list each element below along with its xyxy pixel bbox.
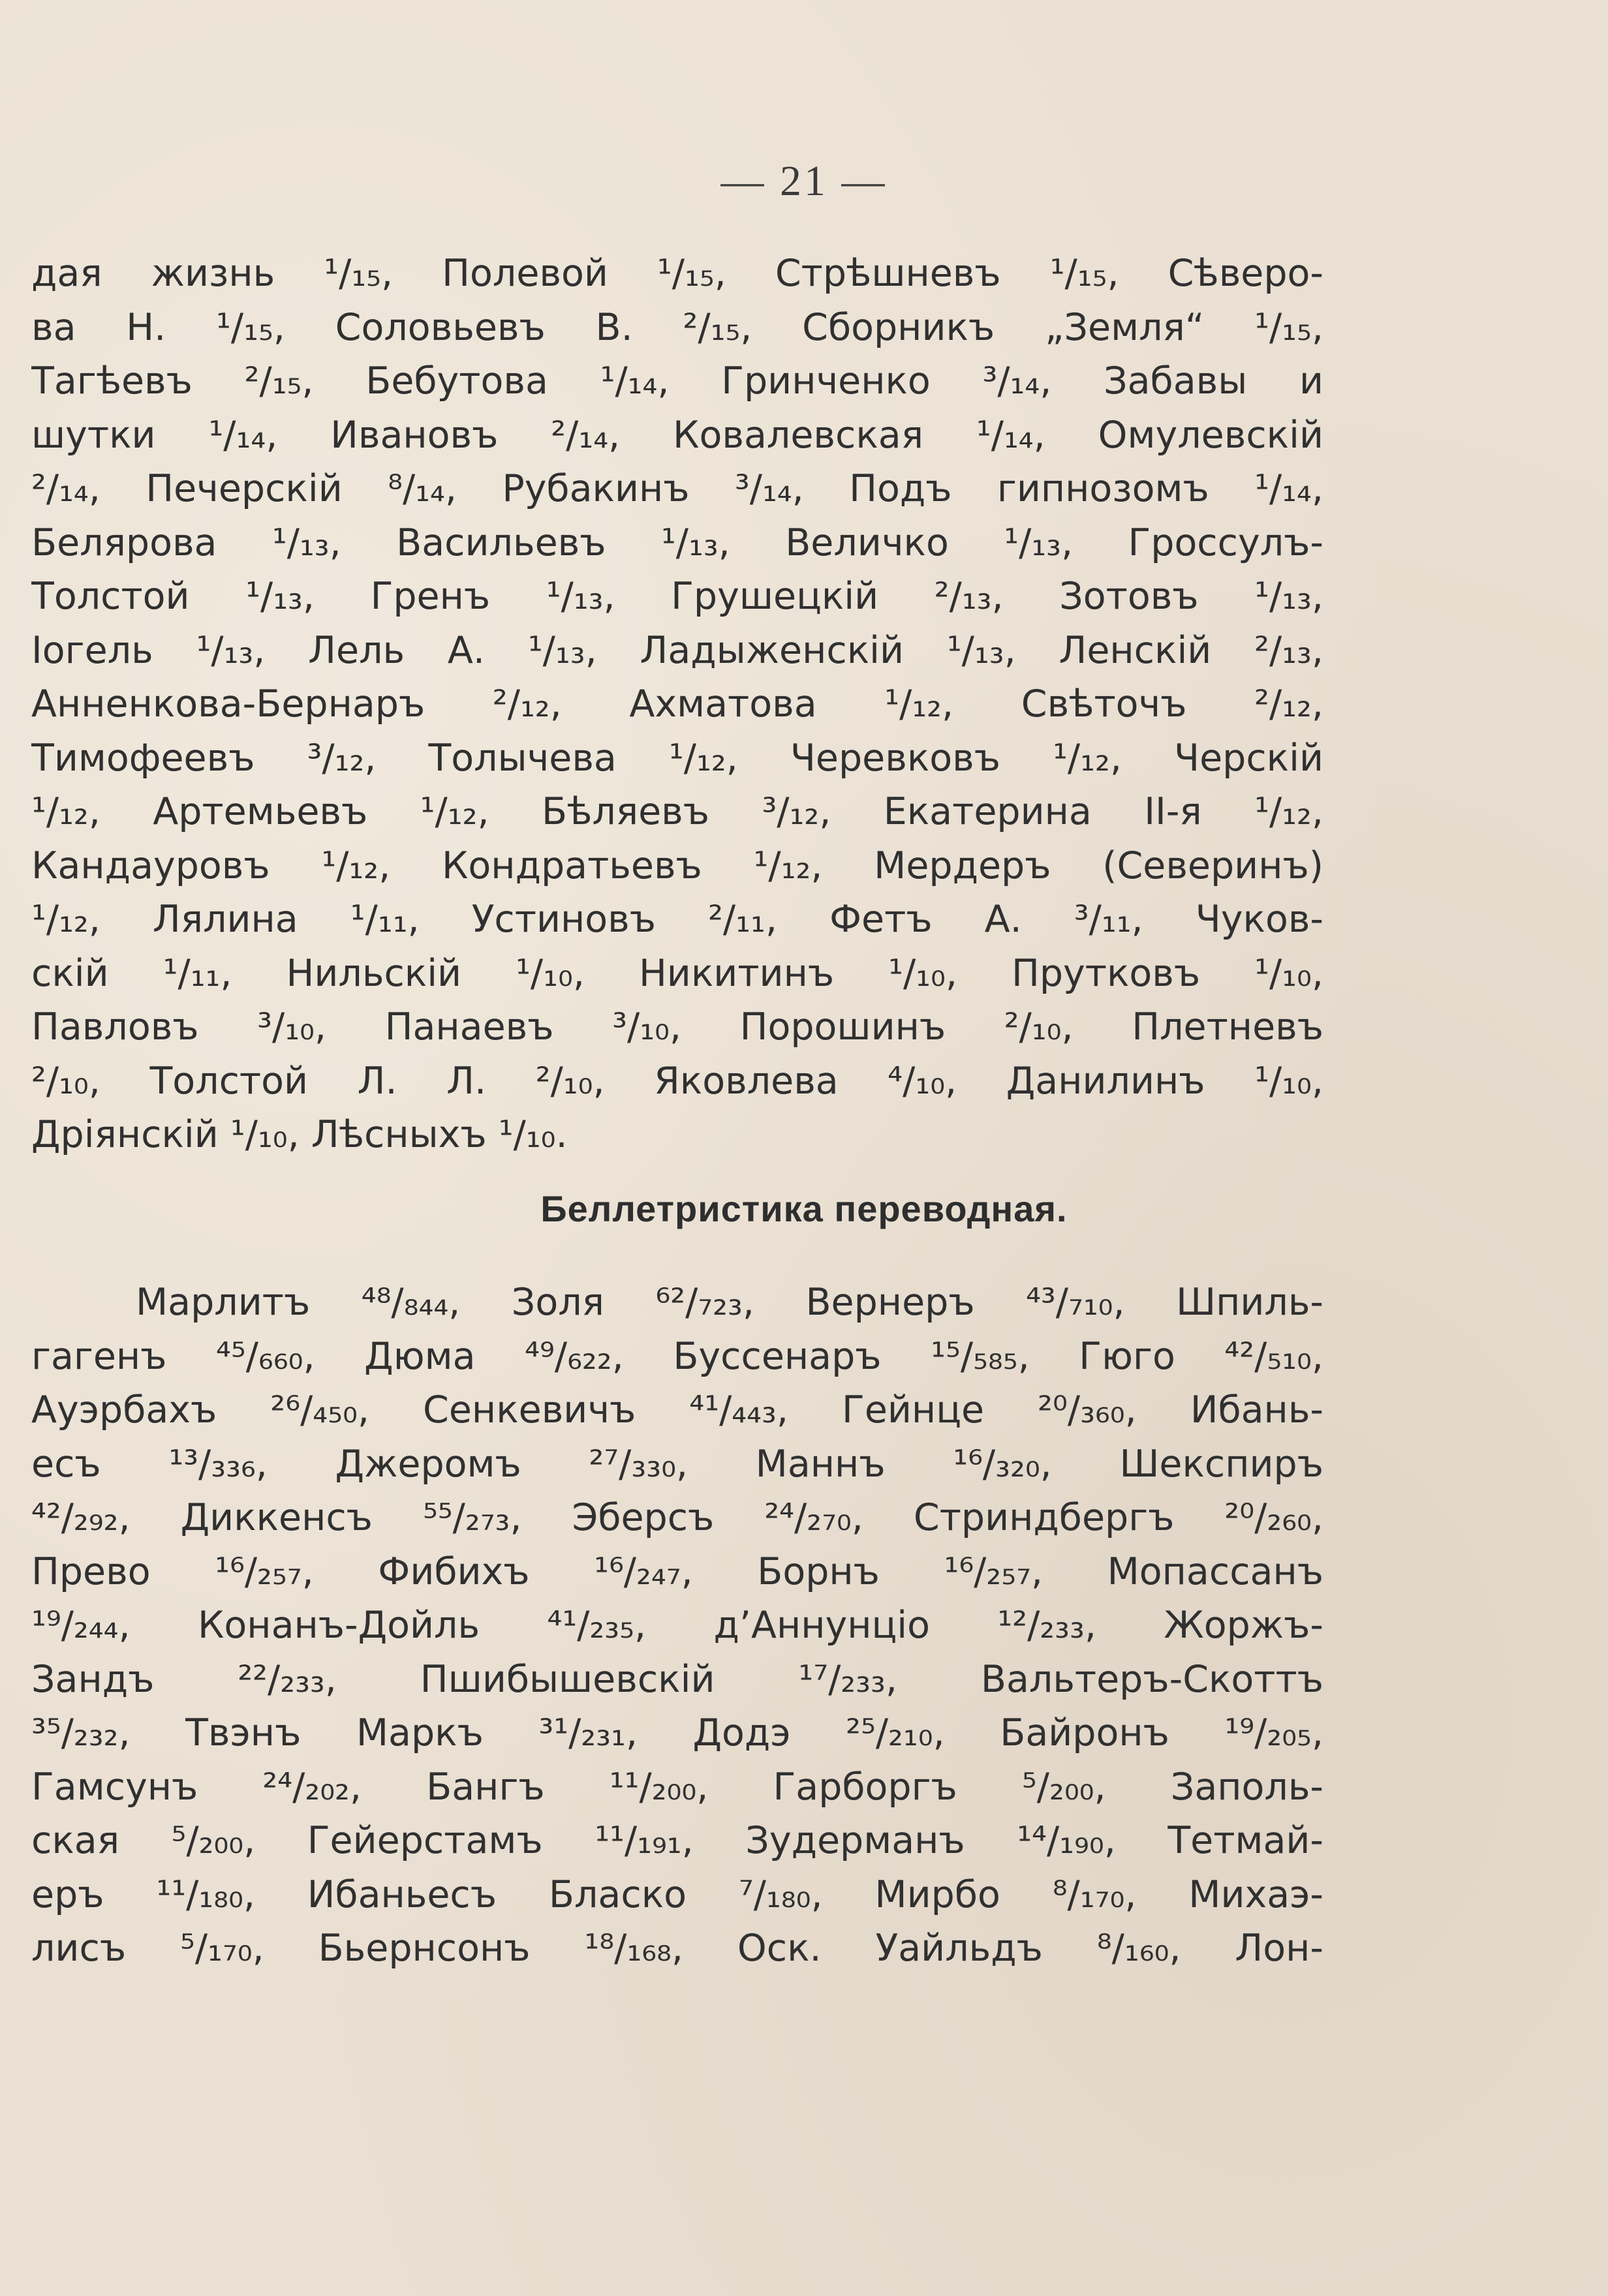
text-line: ²/₁₄, Печерскій ⁸/₁₄, Рубакинъ ³/₁₄, Подъ гипнозомъ ¹/₁₄, [31, 467, 1323, 510]
text-line: Прево ¹⁶/₂₅₇, Фибихъ ¹⁶/₂₄₇, Борнъ ¹⁶/₂₅₇, Мопассанъ [31, 1550, 1323, 1593]
text-line: ва Н. ¹/₁₅, Соловьевъ В. ²/₁₅, Сборникъ „Земля“ ¹/₁₅, [31, 305, 1323, 349]
text-line: Тимофеевъ ³/₁₂, Толычева ¹/₁₂, Черевковъ ¹/₁₂, Черскій [31, 736, 1323, 780]
text-line: Ауэрбахъ ²⁶/₄₅₀, Сенкевичъ ⁴¹/₄₄₃, Гейнце ²⁰/₃₆₀, Ибань- [31, 1388, 1323, 1431]
text-line: ¹⁹/₂₄₄, Конанъ-Дойль ⁴¹/₂₃₅, д’Аннунціо ¹²/₂₃₃, Жоржъ- [31, 1604, 1323, 1647]
paragraph-domestic-authors [31, 247, 1323, 1162]
text-line: ⁴²/₂₉₂, Диккенсъ ⁵⁵/₂₇₃, Эберсъ ²⁴/₂₇₀, Стриндбергъ ²⁰/₂₆₀, [31, 1496, 1323, 1539]
text-line: Іогель ¹/₁₃, Лель А. ¹/₁₃, Ладыженскій ¹/₁₃, Ленскій ²/₁₃, [31, 628, 1323, 672]
text-line: гагенъ ⁴⁵/₆₆₀, Дюма ⁴⁹/₆₂₂, Буссенаръ ¹⁵/₅₈₅, Гюго ⁴²/₅₁₀, [31, 1334, 1323, 1378]
text-line: дая жизнь ¹/₁₅, Полевой ¹/₁₅, Стрѣшневъ ¹/₁₅, Сѣверо- [31, 252, 1323, 295]
text-line: Анненкова-Бернаръ ²/₁₂, Ахматова ¹/₁₂, Свѣточъ ²/₁₂, [31, 682, 1323, 726]
text-line: скій ¹/₁₁, Нильскій ¹/₁₀, Никитинъ ¹/₁₀, Прутковъ ¹/₁₀, [31, 951, 1323, 995]
text-line: Дріянскій ¹/₁₀, Лѣсныхъ ¹/₁₀. [31, 1113, 568, 1156]
text-line: Марлитъ ⁴⁸/₈₄₄, Золя ⁶²/₇₂₃, Вернеръ ⁴³/₇₁₀, Шпиль- [136, 1281, 1323, 1324]
text-line: ²/₁₀, Толстой Л. Л. ²/₁₀, Яковлева ⁴/₁₀, Данилинъ ¹/₁₀, [31, 1059, 1323, 1103]
paragraph-translated-authors [31, 1276, 1323, 1976]
text-line: ская ⁵/₂₀₀, Гейерстамъ ¹¹/₁₉₁, Зудерманъ ¹⁴/₁₉₀, Тетмай- [31, 1819, 1323, 1862]
text-line: Тагѣевъ ²/₁₅, Бебутова ¹/₁₄, Гринченко ³/₁₄, Забавы и [31, 360, 1323, 403]
text-line: ¹/₁₂, Лялина ¹/₁₁, Устиновъ ²/₁₁, Фетъ А. ³/₁₁, Чуков- [31, 898, 1323, 941]
text-line: Павловъ ³/₁₀, Панаевъ ³/₁₀, Порошинъ ²/₁₀, Плетневъ [31, 1005, 1323, 1049]
text-line: Зандъ ²²/₂₃₃, Пшибышевскій ¹⁷/₂₃₃, Вальтеръ-Скоттъ [31, 1657, 1323, 1701]
text-line: есъ ¹³/₃₃₆, Джеромъ ²⁷/₃₃₀, Маннъ ¹⁶/₃₂₀, Шекспиръ [31, 1442, 1323, 1486]
text-line: Кандауровъ ¹/₁₂, Кондратьевъ ¹/₁₂, Мердеръ (Северинъ) [31, 844, 1323, 887]
section-heading: Беллетристика переводная. [540, 1188, 1068, 1229]
text-line: ³⁵/₂₃₂, Твэнъ Маркъ ³¹/₂₃₁, Додэ ²⁵/₂₁₀, Байронъ ¹⁹/₂₀₅, [31, 1711, 1323, 1754]
text-line: еръ ¹¹/₁₈₀, Ибаньесъ Бласко ⁷/₁₈₀, Мирбо ⁸/₁₇₀, Михаэ- [31, 1873, 1323, 1916]
text-line: ¹/₁₂, Артемьевъ ¹/₁₂, Бѣляевъ ³/₁₂, Екатерина II-я ¹/₁₂, [31, 790, 1323, 833]
text-line: Толстой ¹/₁₃, Гренъ ¹/₁₃, Грушецкій ²/₁₃, Зотовъ ¹/₁₃, [31, 575, 1323, 618]
text-line: лисъ ⁵/₁₇₀, Бьернсонъ ¹⁸/₁₆₈, Оск. Уайльдъ ⁸/₁₆₀, Лон- [31, 1927, 1323, 1970]
text-line: Гамсунъ ²⁴/₂₀₂, Бангъ ¹¹/₂₀₀, Гарборгъ ⁵/₂₀₀, Заполь- [31, 1765, 1323, 1809]
page-number: — 21 — [720, 157, 888, 205]
text-line: шутки ¹/₁₄, Ивановъ ²/₁₄, Ковалевская ¹/₁₄, Омулевскій [31, 413, 1323, 457]
text-line: Белярова ¹/₁₃, Васильевъ ¹/₁₃, Величко ¹/₁₃, Гроссулъ- [31, 521, 1323, 564]
